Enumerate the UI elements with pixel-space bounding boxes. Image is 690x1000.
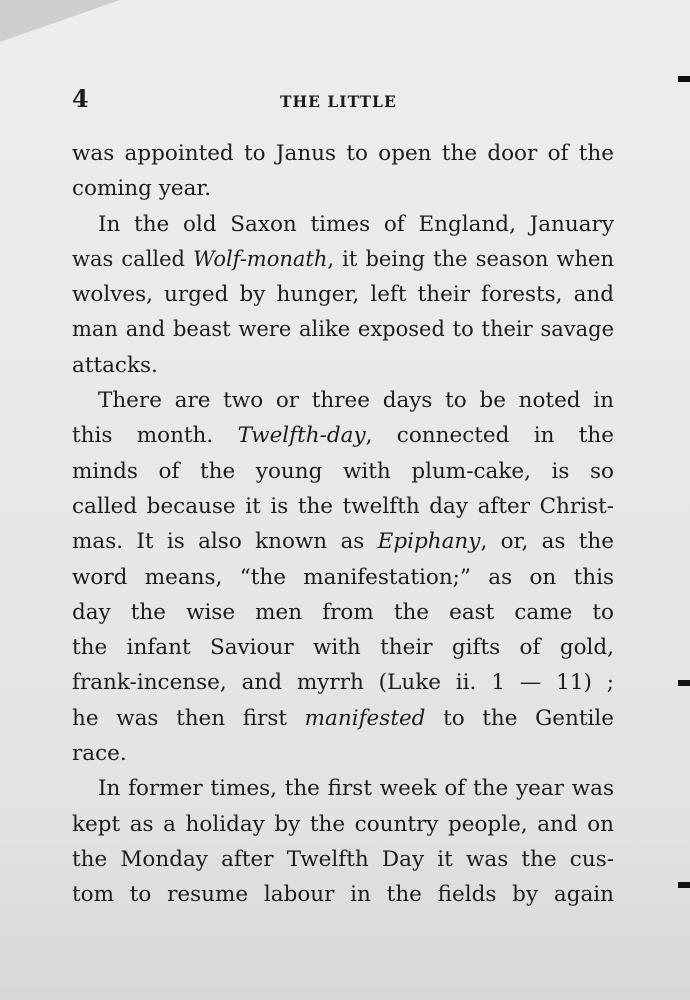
- text-line: In former times, the first week of the year was: [98, 776, 614, 802]
- text-line: the Monday after Twelfth Day it was the cus-: [72, 846, 614, 872]
- edge-mark: [678, 76, 690, 82]
- corner-fold: [0, 0, 120, 42]
- text-line: man and beast were alike exposed to their savage: [72, 317, 614, 342]
- text-line: word means, “the manifestation;” as on this: [72, 564, 614, 590]
- italic-term: Wolf-monath: [193, 246, 328, 271]
- text-line: day the wise men from the east came to: [72, 599, 614, 625]
- text-line: frank-incense, and myrrh (Luke ii. 1 — 11) ;: [72, 670, 614, 696]
- text-line: wolves, urged by hunger, left their forests, and: [72, 282, 614, 308]
- text-line: called because it is the twelfth day after Christ-: [72, 493, 614, 519]
- page-number: 4: [72, 84, 89, 113]
- text-line: this month. Twelfth-day, connected in the: [72, 423, 614, 449]
- edge-mark: [678, 680, 690, 686]
- text-line: the infant Saviour with their gifts of gold,: [72, 635, 614, 661]
- text-line: attacks.: [72, 352, 158, 378]
- edge-mark: [678, 882, 690, 888]
- text-line: was called Wolf-monath, it being the season when: [72, 246, 614, 271]
- text-line: was appointed to Janus to open the door of the: [72, 141, 614, 166]
- body-text: [72, 136, 614, 913]
- italic-term: Twelfth-day: [237, 423, 366, 449]
- text-line: There are two or three days to be noted in: [98, 388, 614, 414]
- text-line: minds of the young with plum-cake, is so: [72, 458, 614, 484]
- italic-term: Epiphany: [377, 529, 481, 555]
- text-line: mas. It is also known as Epiphany, or, as the: [72, 529, 615, 555]
- text-line: he was then first manifested to the Gentile: [72, 705, 614, 731]
- running-head: THE LITTLE: [280, 92, 397, 111]
- text-line: coming year.: [72, 176, 212, 202]
- text-line: In the old Saxon times of England, January: [98, 211, 614, 237]
- text-line: tom to resume labour in the fields by again: [72, 882, 614, 908]
- text-line: race.: [72, 741, 127, 767]
- italic-term: manifested: [304, 705, 426, 731]
- text-line: kept as a holiday by the country people, and on: [72, 811, 614, 837]
